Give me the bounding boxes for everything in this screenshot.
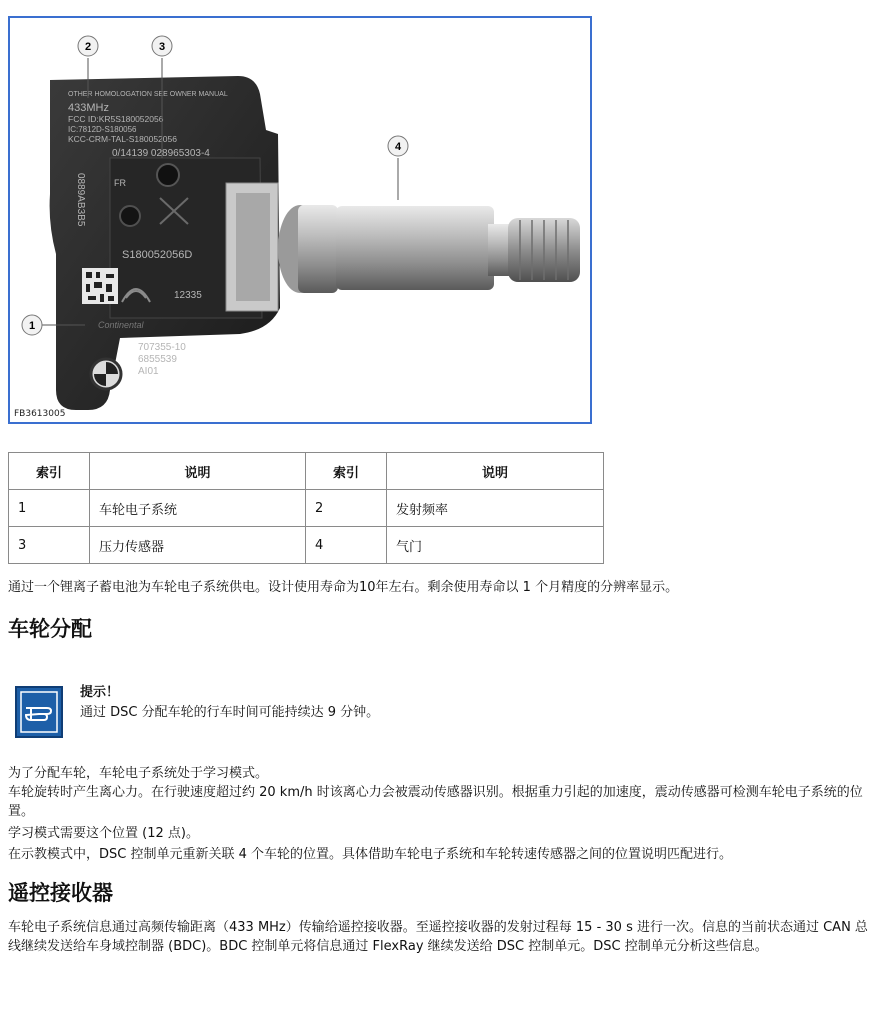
sensor-text-brand: Continental: [98, 320, 144, 330]
table-header-description: 说明: [90, 453, 306, 490]
sensor-text-model3: AI01: [138, 366, 159, 377]
sensor-text-fcc: FCC ID:KR5S180052056: [68, 114, 164, 124]
table-row: [9, 527, 604, 564]
sensor-text-part: S180052056D: [122, 249, 193, 261]
table-header-index: 索引: [306, 453, 387, 490]
paragraph: 为了分配车轮，车轮电子系统处于学习模式。: [8, 766, 269, 781]
table-cell: 气门: [387, 527, 604, 564]
sensor-text-vertical: 0889AB3B5: [75, 173, 86, 227]
table-cell: 4: [306, 527, 387, 564]
tpms-sensor-illustration: [10, 18, 590, 422]
sensor-text-model2: 6855539: [138, 354, 177, 365]
table-header-index: 索引: [9, 453, 90, 490]
sensor-text-ic: IC:7812D-S180056: [68, 125, 137, 134]
sensor-text-batch: 12335: [174, 290, 202, 301]
sensor-text-fr: FR: [114, 178, 126, 188]
valve-stem: [336, 206, 494, 290]
callout-2: [78, 36, 98, 56]
paragraph: 在示教模式中，DSC 控制单元重新关联 4 个车轮的位置。具体借助车轮电子系统和车轮转速传感器之间的位置说明匹配进行。: [8, 847, 733, 862]
note-text: 通过 DSC 分配车轮的行车时间可能持续达 9 分钟。: [80, 705, 380, 720]
legend-table: [8, 452, 604, 564]
note-title: 提示！: [80, 685, 120, 700]
table-row: [9, 490, 604, 527]
paragraph: 学习模式需要这个位置 (12 点)。: [8, 826, 199, 841]
callout-1: [22, 315, 42, 335]
intro-paragraph: 通过一个锂离子蓄电池为车轮电子系统供电。设计使用寿命为10年左右。剩余使用寿命以 1 个月精度的分辨率显示。: [8, 580, 679, 595]
paragraph: 车轮旋转时产生离心力。在行驶速度超过约 20 km/h 时该离心力会被震动传感器识别。根据重力引起的加速度，震动传感器可检测车轮电子系统的位置。: [8, 785, 863, 819]
bmw-logo-icon: [91, 359, 121, 389]
table-cell: 车轮电子系统: [90, 490, 306, 527]
callout-3: [152, 36, 172, 56]
paragraph: 车轮电子系统信息通过高频传输距离（433 MHz）传输给遥控接收器。至遥控接收器的发射过程每 15 - 30 s 进行一次。信息的当前状态通过 CAN 总线继续发送给车身域控制器 (BDC)。BDC 控制单元将信息通过 FlexRay 继续发送给 DSC 控制单元。DSC 控制单元分析这些信息。: [8, 920, 868, 954]
callout-4: [388, 136, 408, 156]
tpms-sensor-figure: [8, 16, 592, 424]
section-title-remote-receiver: 遥控接收器: [8, 881, 113, 905]
table-cell: 2: [306, 490, 387, 527]
sensor-text-serial: 0/14139 028965303-4: [112, 148, 210, 159]
datamatrix-code: [82, 268, 118, 304]
valve-nut: [298, 205, 338, 293]
table-cell: 3: [9, 527, 90, 564]
sensor-text-homologation: OTHER HOMOLOGATION SEE OWNER MANUAL: [68, 91, 228, 98]
svg-text:4: 4: [394, 141, 402, 153]
svg-text:1: 1: [28, 320, 36, 332]
table-cell: 1: [9, 490, 90, 527]
pressure-port: [157, 164, 179, 186]
svg-text:2: 2: [84, 41, 92, 53]
sensor-text-kcc: KCC-CRM-TAL-S180052056: [68, 134, 177, 144]
table-header-row: [9, 453, 604, 490]
sensor-text-model1: 707355-10: [138, 342, 186, 353]
note-hand-icon: [15, 686, 63, 738]
section-title-wheel-assignment: 车轮分配: [8, 617, 92, 641]
table-cell: 发射频率: [387, 490, 604, 527]
table-header-description: 说明: [387, 453, 604, 490]
table-cell: 压力传感器: [90, 527, 306, 564]
sensor-text-frequency: 433MHz: [68, 102, 109, 114]
svg-text:3: 3: [158, 41, 166, 53]
figure-code: FB3613005: [14, 409, 66, 419]
